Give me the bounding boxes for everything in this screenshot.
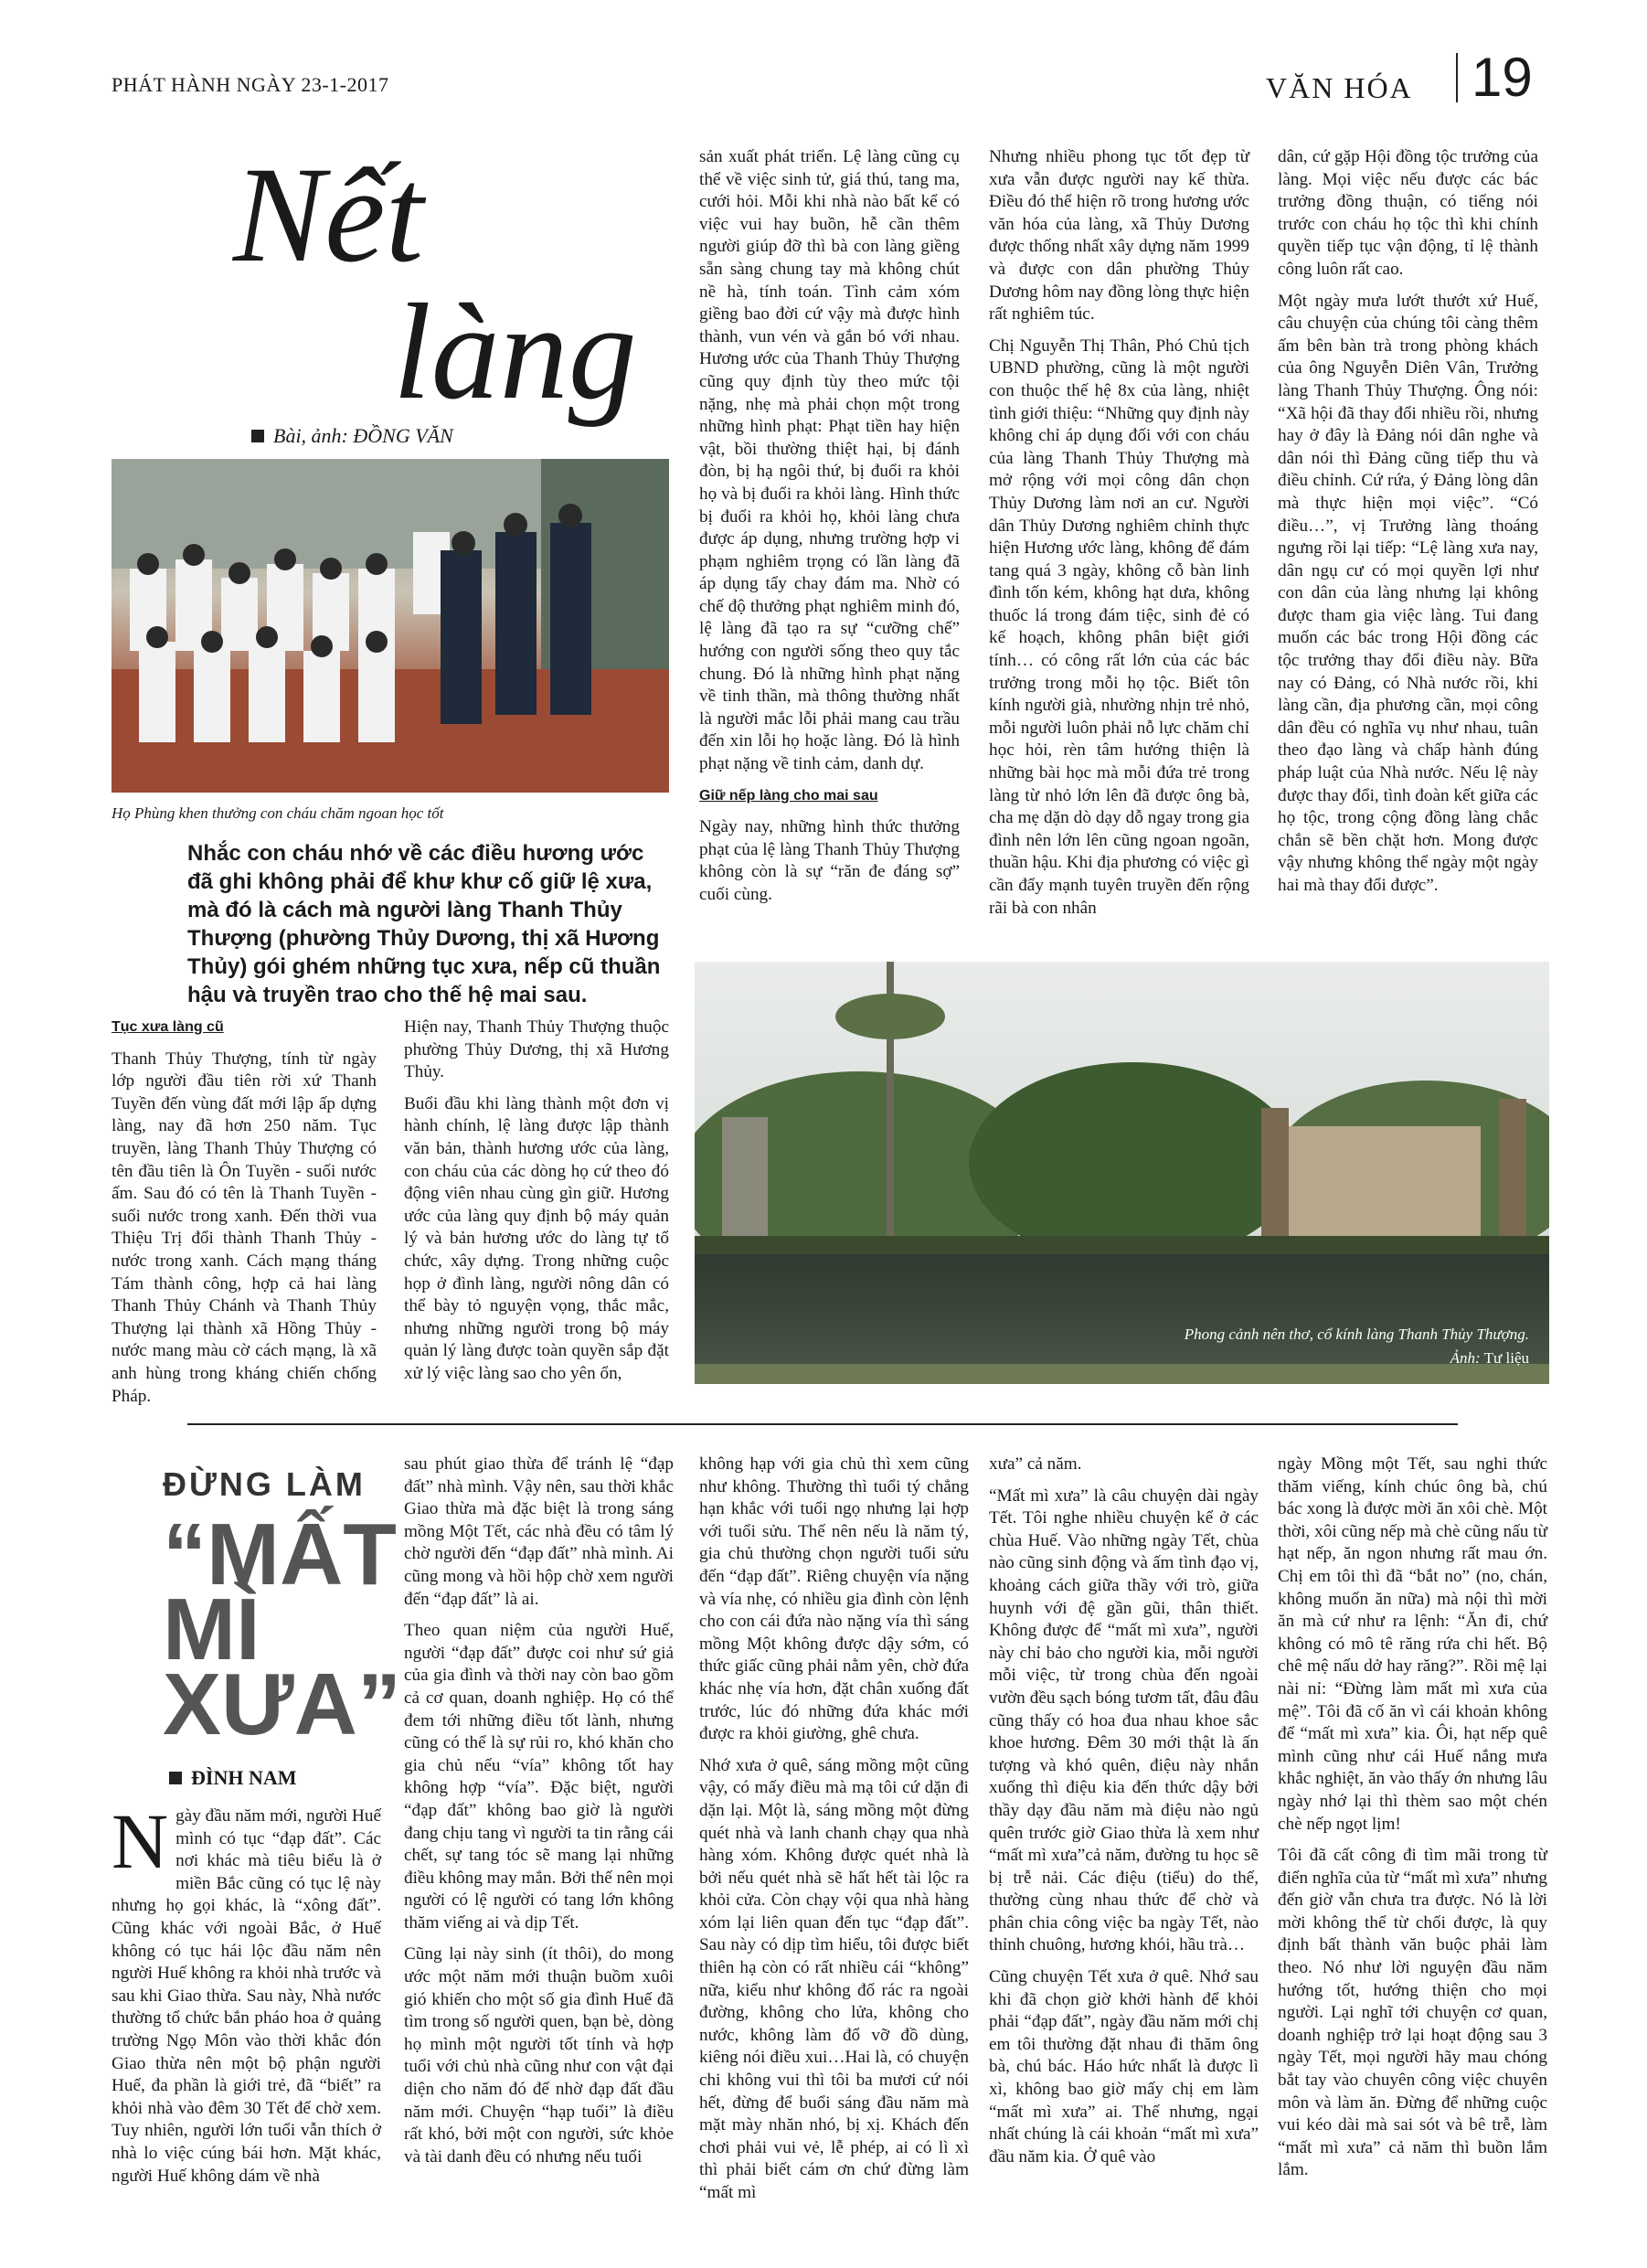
subheading-tuc-xua: Tục xưa làng cũ xyxy=(112,1019,224,1035)
paragraph: Chị Nguyễn Thị Thân, Phó Chủ tịch UBND phường, cũng là một người con thuộc thế hệ 8x của làng, nhiệt tình giới thiệu: “Những quy định này không chỉ áp dụng đối với con cháu của làng Thanh Thủy Thượng mà mở rộng với mọi công dân chọn Thủy Dương làm nơi an cư. Người dân Thủy Dương nghiêm chỉnh thực hiện Hương ước làng, không để đám tang quá 3 ngày, không cỗ bàn linh đình tốn kém, không hạt dưa, không thuốc lá trong đám tiệc, sinh đẻ có kế hoạch, không phân biệt giới tính… có công rất lớn của các bác trưởng trong mỗi họ tộc. Biết tôn kính người già, nhường nhịn trẻ nhỏ, mỗi người luôn phải nỗ lực chăm chỉ học hỏi, rèn tâm hướng thiện là những bài học mà mỗi đứa trẻ trong làng từ nhỏ lớn lên đã được ông bà, cha mẹ dặn dò dạy dỗ ngay trong gia đình nên lớn lên cũng ngoan ngoãn, thuần hậu. Khi địa phương có việc gì cần đẩy mạnh tuyên truyền đến rộng rãi bà con nhân xyxy=(989,335,1249,918)
paragraph: không hạp với gia chủ thì xem cũng như không. Thường thì tuổi tý chẳng hạn khắc với tuổi ngọ nhưng lại hợp với tuổi sửu. Thế nên nếu là năm tý, gia chủ thường chọn người tuổi sửu đến “đạp đất”. Riêng chuyện vía nặng và vía nhẹ, có nhiều gia đình còn lệnh cho con cái đứa nào nặng vía thì sáng mồng Một không được dậy sớm, có thức giấc cũng phải nằm yên, chờ đứa khác nhẹ vía hơn, đặt chân xuống đất trước, lúc đó những đứa khác mới được ra khỏi giường, ghê chưa. xyxy=(699,1454,969,1744)
article2-title-line3: XƯA” xyxy=(163,1656,401,1753)
paragraph: Một ngày mưa lướt thướt xứ Huế, câu chuyện của chúng tôi càng thêm ấm bên bàn trà trong phòng khách của ông Nguyễn Diên Vân, Trưởng làng Thanh Thủy Thượng. Ông nói: “Xã hội đã thay đổi nhiều rồi, nhưng hay ở đây là Đảng nói dân nghe và dân nói thì Đảng cũng tiếp thu và điều chỉnh. Cứ rứa, ý Đảng lòng dân mà thực hiện mọi việc”. “Có điều…”, vị Trưởng làng thoáng ngưng rồi lại tiếp: “Lệ làng xưa nay, dân ngụ cư có mọi quyền lợi như con dân của làng nhưng lại không được tham gia việc làng. Tui đang muốn các bác trong Hội đồng các tộc trưởng thay đổi điều này. Bữa nay có Đảng, có Nhà nước rồi, khi làng cần, địa phương cần, mọi công dân đều có nghĩa vụ như nhau, tuân theo đạo làng và chấp hành đúng pháp luật của Nhà nước. Nếu lệ này được thay đổi, tình đoàn kết giữa các họ tộc, trong cộng đồng làng chắc chắn sẽ bền chặt hơn. Mong được vậy nhưng không thể ngày một ngày hai mà thay đổi được”. xyxy=(1278,291,1538,895)
article2-column-3 xyxy=(699,1453,969,2214)
article1-title-line1: Nết xyxy=(233,139,424,291)
byline-square-icon xyxy=(251,430,264,442)
subheading-giu-nep: Giữ nếp làng cho mai sau xyxy=(699,787,878,804)
paragraph: Thanh Thủy Thượng, tính từ ngày lớp người đầu tiên rời xứ Thanh Tuyền đến vùng đất mới lập ấp dựng làng, nay đã hơn 250 năm. Tục truyền, làng Thanh Thủy Thượng có tên đầu tiên là Ôn Tuyền - suối nước ấm. Sau đó có tên là Thanh Tuyền - suối nước trong xanh. Đến thời vua Thiệu Trị đổi thành Thanh Thủy - nước trong xanh. Cách mạng tháng Tám thành công, hợp cả hai làng Thanh Thủy Chánh và Thanh Thủy Thượng lại thành xã Hồng Thủy - nước mang màu cờ cách mạng, là xã anh hùng trong kháng chiến chống Pháp. xyxy=(112,1049,377,1406)
paragraph: ngày Mồng một Tết, sau nghi thức thăm viếng, kính chúc ông bà, chú bác xong là được mời ăn xôi chè. Một thời, xôi cũng nếp mà chè cũng nấu từ hạt nếp, ăn ngon nhưng rất mau ớn. Chị em tôi thì đã “bắt no” (no, chán, không muốn ăn nữa) mà nội thì mời ăn mà cứ như ra lệnh: “Ăn đi, chứ không có mô tê răng rứa chi hết. Bộ chê mệ nấu dở hay răng?”. Rồi mệ lại nài nỉ: “Đừng làm mất mì xưa của mệ”. Tôi đã cố ăn vì cái khoản không để “mất mì xưa” kia. Ôi, hạt nếp quê mình cũng như cái Huế nắng mưa khắc nghiệt, ăn vào thấy ớn nhưng lâu ngày nhớ lại thì thèm sao một chén chè nếp ngọt lịm! xyxy=(1278,1454,1547,1834)
article2-title-top: ĐỪNG LÀM xyxy=(163,1465,366,1503)
paragraph: Theo quan niệm của người Huế, người “đạp đất” được coi như sứ giả của gia đình và thời nay còn bao gồm cả cơ quan, doanh nghiệp. Họ có thể đem tới những điều tốt lành, nhưng cũng có thể là sự rủi ro, khó khăn cho gia chủ nếu “vía” không tốt hay không hợp “vía”. Đặc biệt, người “đạp đất” không bao giờ là người đang chịu tang vì người ta tin rằng cái chết, sự tang tóc sẽ mang lại những điều không may mắn. Bởi thế nên mọi người có lệ người có tang lớn không thăm viếng ai và dịp Tết. xyxy=(404,1621,674,1933)
article1-title-line2: làng xyxy=(393,276,637,428)
article1-column-1 xyxy=(112,1017,377,1417)
paragraph: Buổi đầu khi làng thành một đơn vị hành chính, lệ làng được lập thành văn bản, thành hương ước của làng, con cháu của các dòng họ cứ theo đó động viên nhau cùng gìn giữ. Hương ước của làng quy định bộ máy quản lý và bản hương ước do làng tự tổ chức, xây dựng. Trong những cuộc họp ở đình làng, người nông dân có thể bày tỏ nguyện vọng, thắc mắc, nhưng những người trong bộ máy quản lý làng được toàn quyền sắp đặt xử lý việc làng sao cho yên ổn, xyxy=(404,1093,669,1383)
paragraph: Ngày đầu năm mới, người Huế mình có tục “đạp đất”. Các nơi khác mà tiêu biểu là ở miền Bắc cũng có tục lệ này nhưng họ gọi khác, là “xông đất”. Cũng khác với ngoài Bắc, ở Huế không có tục hái lộc đầu năm nên người Huế không ra khỏi nhà trước và sau khi Giao thừa. Sau này, Nhà nước thường tổ chức bắn pháo hoa ở quảng trường Ngọ Môn vào thời khắc đón Giao thừa nên một bộ phận người Huế, đa phần là giới trẻ, đã “biết” ra khỏi nhà vào đêm 30 Tết để chờ xem. Tuy nhiên, người lớn tuổi vẫn thích ở nhà lo việc cúng bái hơn. Mặt khác, người Huế không dám về nhà xyxy=(112,1797,381,2186)
article2-column-4 xyxy=(989,1453,1259,2177)
paragraph: sau phút giao thừa để tránh lệ “đạp đất” nhà mình. Vậy nên, sau thời khắc Giao thừa mà đặc biệt là trong sáng mồng Một Tết, các nhà đều có tâm lý chờ người đến “đạp đất” nhà mình. Ai cũng mong và hồi hộp chờ xem người đến “đạp đất” là ai. xyxy=(404,1454,674,1609)
article2-title-line1: “MẤT xyxy=(163,1506,397,1603)
article1-column-2 xyxy=(404,1017,669,1395)
article1-column-5 xyxy=(1278,146,1538,907)
page-number: 19 xyxy=(1472,47,1533,108)
section-title: VĂN HÓA xyxy=(1266,71,1413,104)
paragraph: Nhớ xưa ở quê, sáng mồng một cũng vậy, có mấy điều mà mạ tôi cứ dặn đi dặn lại. Một là, sáng mồng một đừng quét nhà và lanh chanh chạy qua nhà hàng xóm. Không được quét nhà là bởi nếu quét nhà sẽ hất hết tài lộc ra khỏi cửa. Còn chạy vội qua nhà hàng xóm lại liên quan đến tục “đạp đất”. Sau này có dịp tìm hiểu, tôi được biết thiên hạ còn có rất nhiều cái “không” nữa, kiểu như không đổ rác ra ngoài đường, không cho lửa, không cho nước, không làm đổ vỡ đồ dùng, kiêng nói điều xui…Hai là, có chuyện chi không vui thì tôi ba mươi cứ nói hết, đừng để buổi sáng đầu năm mà mặt mày nhăn nhó, bị xị. Khách đến chơi phải vui vẻ, lễ phép, ai có lì xì thì phải biết cám ơn chứ đừng làm “mất mì xyxy=(699,1755,969,2202)
paragraph: Cũng lại này sinh (ít thôi), do mong ước một năm mới thuận buồm xuôi gió khiến cho một số gia đình Huế đã tìm trong số người quen, bạn bè, dòng họ mình một người tốt tính và hợp tuổi với chủ nhà cũng như con vật đại diện cho năm đó để nhờ đạp đất đầu năm mới. Chuyện “hạp tuổi” là điều rất khó, bởi một con người, sức khỏe và tài danh đều có nhưng nếu tuổi xyxy=(404,1944,674,2167)
award-photo xyxy=(112,459,669,793)
article1-lede: Nhắc con cháu nhớ về các điều hương ước đã ghi không phải để khư khư cố giữ lệ xưa, mà đó là cách mà người làng Thanh Thủy Thượng (phường Thủy Dương, thị xã Hương Thủy) gói ghém những tục xưa, nếp cũ thuần hậu và truyền trao cho thế hệ mai sau. xyxy=(187,841,661,1007)
paragraph: Ngày nay, những hình thức thưởng phạt của lệ làng Thanh Thủy Thượng không còn là sự “răn đe đáng sợ” cuối cùng. xyxy=(699,817,960,904)
paragraph: Hiện nay, Thanh Thủy Thượng thuộc phường Thủy Dương, thị xã Hương Thủy. xyxy=(404,1017,669,1082)
article2-column-2 xyxy=(404,1453,674,2177)
paragraph: xưa” cả năm. xyxy=(989,1454,1082,1474)
village-landscape-image xyxy=(695,962,1549,1384)
article2-title-line2: MÌ xyxy=(163,1581,260,1678)
header-divider xyxy=(1456,53,1458,102)
photo1-caption: Họ Phùng khen thưởng con cháu chăm ngoan học tốt xyxy=(112,804,444,822)
paragraph: Nhưng nhiều phong tục tốt đẹp từ xưa vẫn được người nay kế thừa. Điều đó thể hiện rõ trong hương ước văn hóa của làng, xã Thủy Dương được thống nhất xây dựng năm 1999 và được con dân phường Thủy Dương hôm nay đồng lòng thực hiện rất nghiêm túc. xyxy=(989,147,1249,325)
paragraph: “Mất mì xưa” là câu chuyện dài ngày Tết. Tôi nghe nhiều chuyện kể ở các chùa Huế. Vào những ngày Tết, chùa nào cũng sinh động và ấm tình đạo vị, khoảng cách giữa thầy với trò, giữa huynh với đệ gần gũi, thân thiết. Không được để “mất mì xưa”, người này chỉ bảo cho người kia, mỗi người mỗi việc, từ trong chùa đến ngoài vườn đều sạch bóng tươm tất, đâu đâu cũng thấy có hoa đua nhau khoe sắc khoe hương. Đêm 30 mới thật là ấn tượng và khó quên, điệu này nhắn xuống thì điệu kia đến thức dậy bởi thầy dạy đầu năm mà điệu nào ngủ quên trước giờ Giao thừa là xem như “mất mì xưa”cả năm, đường tu học sẽ bị trễ nải. Các điệu (tiểu) do thế, thường cùng nhau thức để chờ và phân chia công việc ba ngày Tết, nào thỉnh chuông, hương khói, hầu trà… xyxy=(989,1485,1259,1955)
byline-square-icon xyxy=(169,1772,182,1784)
dropcap: N xyxy=(112,1797,169,1885)
photo2-credit: Ảnh: Tư liệu xyxy=(1450,1349,1529,1367)
issue-date: PHÁT HÀNH NGÀY 23-1-2017 xyxy=(112,73,389,96)
award-photo-image xyxy=(112,459,669,793)
village-landscape-photo xyxy=(695,962,1549,1384)
paragraph: dân, cứ gặp Hội đồng tộc trưởng của làng. Mọi việc nếu được các bác trưởng đồng thuận, có tiếng nói trước con cháu họ tộc thì khi chính quyền tiếp tục vận động, tỉ lệ thành công luôn rất cao. xyxy=(1278,147,1538,279)
article1-column-4 xyxy=(989,146,1249,929)
article2-byline: ĐÌNH NAM xyxy=(169,1766,297,1790)
article2-column-1 xyxy=(112,1797,381,2197)
paragraph: Cũng chuyện Tết xưa ở quê. Nhớ sau khi đã chọn giờ khởi hành để khỏi phải “đạp đất”, ngày đầu năm mới chị em tôi thường đặt nhau đi thăm ông bà, chú bác. Háo hức nhất là được lì xì, không bao giờ mấy chị em làm “mất mì xưa” ai. Thế nhưng, ngại nhất chúng là cái khoản “mất mì xưa” đầu năm kia. Ở quê vào xyxy=(989,1967,1259,2167)
section-divider xyxy=(187,1423,1458,1425)
article1-byline: Bài, ảnh: ĐỒNG VĂN xyxy=(251,424,453,448)
article2-column-5 xyxy=(1278,1453,1547,2191)
paragraph: Tôi đã cất công đi tìm mãi trong từ điển nghĩa của từ “mất mì xưa” nhưng đến giờ vẫn chưa tra được. Nó là lời mời không thể từ chối được, là quy định bất thành văn buộc phải làm theo. Nó như lời nguyện đầu năm hướng tốt, hướng thiện cho mọi người. Lại nghĩ tới chuyện cơ quan, doanh nghiệp trở lại hoạt động sau 3 ngày Tết, mọi người hãy mau chóng bắt tay vào chuyên công việc chuyên môn và làm ăn. Đừng để những cuộc vui kéo dài mà sai sót và bê trễ, làm “mất mì xưa” cả năm thì buồn lắm lắm. xyxy=(1278,1846,1547,2180)
photo2-caption: Phong cảnh nên thơ, cổ kính làng Thanh Thủy Thượng. xyxy=(1184,1326,1529,1343)
article1-column-3 xyxy=(699,146,960,916)
paragraph: sản xuất phát triển. Lệ làng cũng cụ thể về việc sinh tử, giá thú, tang ma, cưới hỏi. Mỗi khi nhà nào bất kể có việc vui hay buồn, hễ cần thêm người giúp đỡ thì bà con làng giềng sẵn sàng chung tay mà không chút nề hà, tính toán. Tình cảm xóm giềng bao đời cứ vậy mà được hình thành, vun vén và gắn bó với nhau. Hương ước của Thanh Thủy Thượng cũng quy định tùy theo mức tội nặng, nhẹ mà phải chọn một trong những hình phạt: Phạt tiền hay hiện vật, bồi thường thiệt hại, bị đánh đòn, bị hạ ngôi thứ, bị đuổi ra khỏi họ và bị đuổi ra khỏi làng. Hình thức bị đuổi ra khỏi họ, khỏi làng chưa được áp dụng, nhưng trường hợp vi phạm nghiêm trọng có lần làng đã áp dụng tẩy chay đám ma. Nhờ có chế độ thưởng phạt nghiêm minh đó, lệ làng đã tạo ra sự “cưỡng chế” hướng con người sống theo quy tắc chung. Đó là những hình phạt nặng về tinh thần, mà thông thường nhất là người mắc lỗi phải mang cau trầu đến xin lỗi họ hoặc làng. Đó là hình phạt nặng về tinh cảm, danh dự. xyxy=(699,147,960,774)
